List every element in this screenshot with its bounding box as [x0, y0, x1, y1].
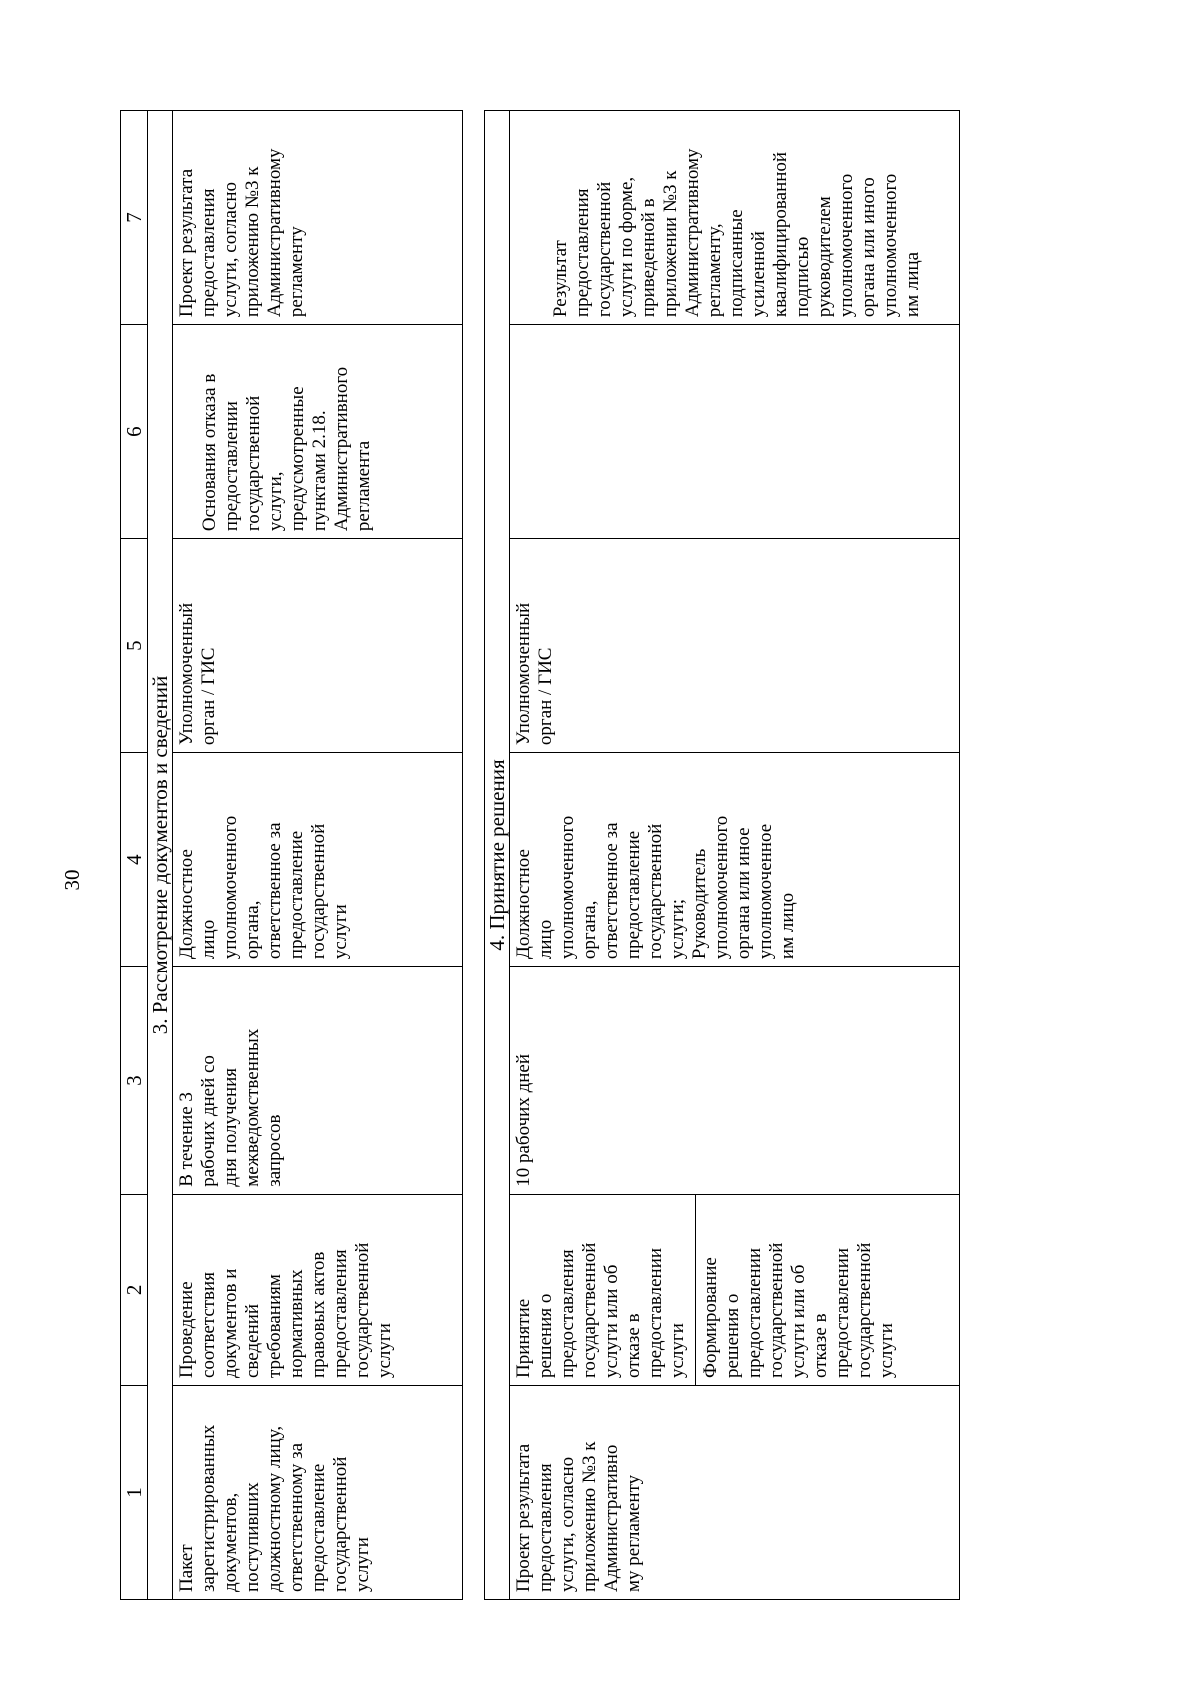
s3-cell-6: Основания отказа в предоставлении государственной услуги, предусмотренные пунктами 2.18. Административного регламента: [173, 325, 463, 539]
s4-cell-5: Уполномоченный орган / ГИС: [510, 539, 960, 753]
section-3-title: 3. Рассмотрение документов и сведений: [148, 111, 173, 1600]
table-gap-cell: [463, 111, 485, 1600]
s3-cell-5: Уполномоченный орган / ГИС: [173, 539, 463, 753]
s4-cell-1: Проект результата предоставления услуги, согласно приложению №3 к Административно му регламенту: [510, 1386, 960, 1600]
s3-cell-3: В течение 3 рабочих дней со дня получения межведомственных запросов: [173, 967, 463, 1195]
header-col-5: 5: [121, 539, 148, 753]
s4-cell-6: [510, 325, 960, 539]
s4-cell-2-part-b: Формирование решения о предоставлении государственной услуги или об отказе в предоставлении государственной услуги: [695, 1195, 898, 1385]
s4-cell-4: Должностное лицо уполномоченного органа, ответственное за предоставление государственной услуги; Руководитель уполномоченного органа или иное уполномоченное им лицо: [510, 753, 960, 967]
header-row: [121, 111, 148, 1600]
table-gap: [463, 111, 485, 1600]
s4-cell-2: [510, 1194, 960, 1385]
rotated-sheet: [120, 110, 1030, 1600]
header-col-6: 6: [121, 325, 148, 539]
s3-cell-7: Проект результата предоставления услуги, согласно приложению №3 к Административному регламенту: [173, 111, 463, 325]
header-col-7: 7: [121, 111, 148, 325]
section-4-row: [510, 111, 960, 1600]
s3-cell-4: Должностное лицо уполномоченного органа, ответственное за предоставление государственной услуги: [173, 753, 463, 967]
section-3-row: [173, 111, 463, 1600]
header-col-4: 4: [121, 753, 148, 967]
s4-cell-3: 10 рабочих дней: [510, 967, 960, 1195]
header-col-2: 2: [121, 1194, 148, 1385]
s3-cell-2: Проведение соответствия документов и сведений требованиям нормативных правовых актов предоставления государственной услуги: [173, 1194, 463, 1385]
page-number: 30: [60, 869, 84, 891]
s3-cell-1: Пакет зарегистрированных документов, поступивших должностному лицу, ответственному за предоставление государственной услуги: [173, 1386, 463, 1600]
s4-cell-7: Результат предоставления государственной услуги по форме, приведенной в приложении №3 к Административному регламенту, подписанные усиленной квалифицированной подписью руководителем уполномоченного органа или иного уполномоченного им лица: [510, 111, 960, 325]
section-3-title-row: [148, 111, 173, 1600]
header-col-3: 3: [121, 967, 148, 1195]
section-4-title-row: [485, 111, 510, 1600]
header-col-1: 1: [121, 1386, 148, 1600]
process-table: [120, 110, 960, 1600]
s4-cell-2-part-a: Принятие решения о предоставления государственной услуги или об отказе в предоставлении услуги: [513, 1242, 688, 1378]
section-4-title: 4. Принятие решения: [485, 111, 510, 1600]
